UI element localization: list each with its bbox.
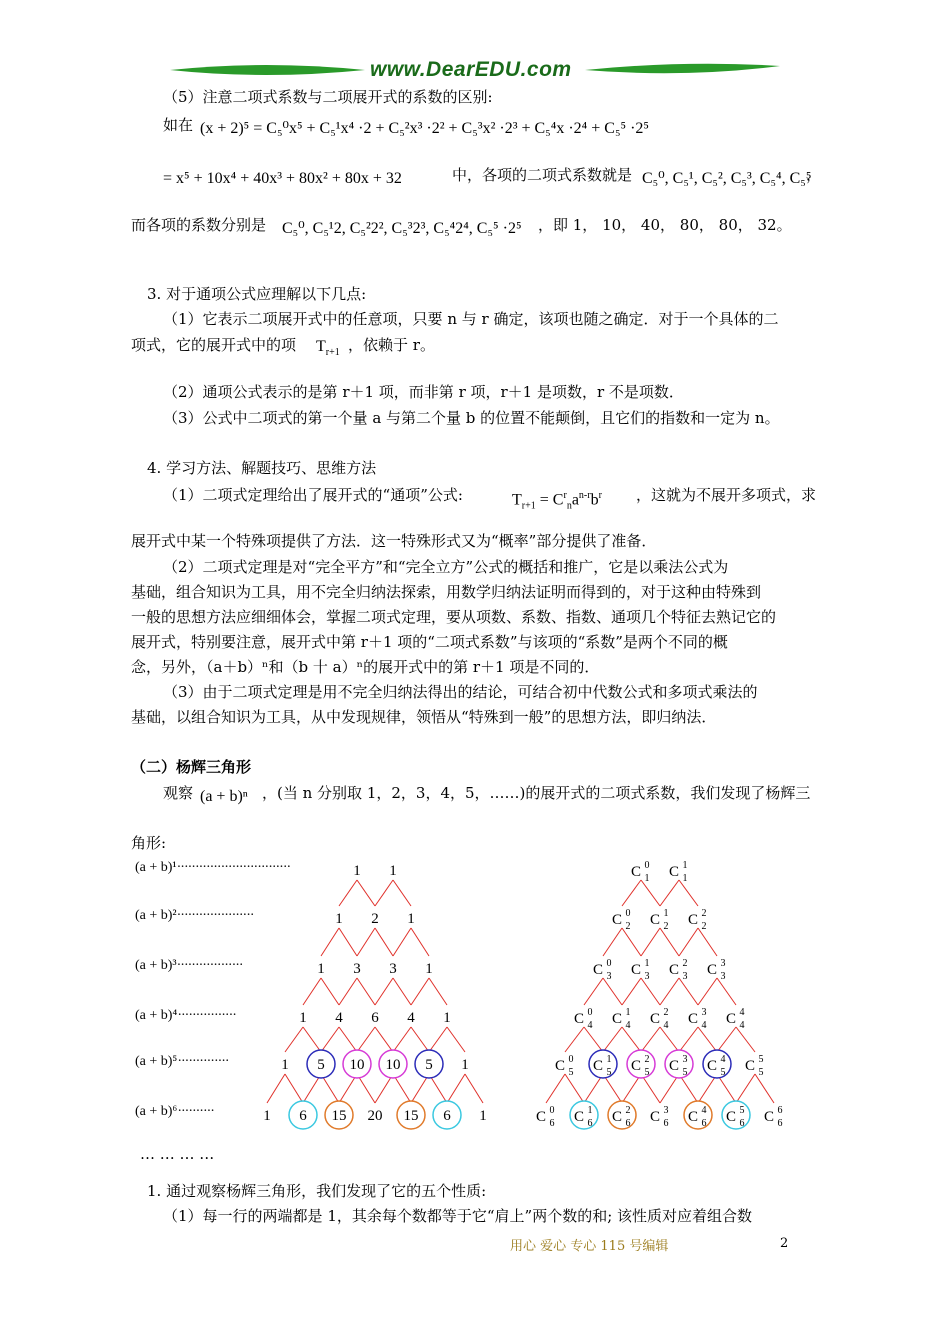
num-edge (465, 1074, 483, 1103)
section4-p3b: 基础，以组合知识为工具，从中发现规律，领悟从“特殊到一般”的思想方法，即归纳法． (131, 708, 717, 726)
triangle-combination: C (630, 864, 642, 880)
c-edge (622, 880, 641, 906)
triangle-number: 1 (479, 1108, 487, 1124)
num-edge (393, 978, 411, 1005)
section3-p1b: 项式，它的展开式中的项 (131, 336, 297, 354)
num-edge (339, 1027, 357, 1052)
num-edge (321, 978, 339, 1005)
num-edge (357, 880, 375, 906)
triangle-combination-sup: 2 (625, 1105, 631, 1116)
num-edge (267, 1074, 285, 1103)
c-edge (660, 978, 679, 1005)
c-edge (622, 978, 641, 1005)
num-edge (339, 978, 357, 1005)
triangle-number: 20 (367, 1108, 383, 1124)
item5-lead: 如在 (163, 116, 194, 134)
c-edge (565, 1074, 584, 1103)
section3-p1c: ，依赖于 r。 (348, 336, 435, 354)
triangle-combination-sub: 5 (568, 1067, 574, 1078)
section3-p2: （2）通项公式表示的是第 r＋1 项，而非第 r 项，r＋1 是项数，r 不是项数． (163, 383, 684, 401)
c-edge (641, 1027, 660, 1052)
c-edge (584, 978, 603, 1005)
section4-p3a: （3）由于二项式定理是用不完全归纳法得出的结论，可结合初中代数公式和多项式乘法的 (163, 683, 758, 701)
triangle-combination-sub: 6 (587, 1118, 593, 1129)
triangle-combination-sub: 6 (625, 1118, 631, 1129)
triangle-combination-sub: 4 (739, 1020, 745, 1031)
item5-coefs: C₅⁰, C₅¹, C₅², C₅³, C₅⁴, C₅⁵ (642, 170, 812, 187)
triangle-combination: C (687, 912, 699, 928)
triangle-number: 3 (389, 961, 397, 977)
triangle-combination: C (611, 1109, 623, 1125)
triangle-combination-sup: 4 (739, 1007, 745, 1018)
num-edge (375, 880, 393, 906)
c-edge (660, 928, 679, 956)
triangle-combination-sup: 1 (644, 958, 650, 969)
c-edge (603, 978, 622, 1005)
num-edge (303, 1027, 321, 1052)
item5-eq2: = x⁵ + 10x⁴ + 40x³ + 80x² + 80x + 32 (163, 170, 402, 187)
triangle-number: 5 (317, 1057, 325, 1073)
triangle-combination-sub: 3 (682, 971, 688, 982)
triangle-number: 6 (299, 1108, 307, 1124)
section-b-intro-b: ，(当 n 分别取 1，2，3，4，5，……)的展开式的二项式系数，我们发现了杨辉三 (262, 784, 811, 802)
triangle-combination-sup: 0 (625, 908, 631, 919)
c-edge (641, 978, 660, 1005)
triangle-combination-sub: 3 (606, 971, 612, 982)
triangle-combination-sup: 3 (701, 1007, 707, 1018)
c-edge (736, 1074, 755, 1103)
num-edge (339, 880, 357, 906)
row-label-2: (a + b)²····················· (135, 908, 254, 923)
num-edge (339, 928, 357, 956)
num-edge (393, 928, 411, 956)
triangle-combination-sub: 4 (701, 1020, 707, 1031)
triangle-combination-sup: 1 (587, 1105, 593, 1116)
triangle-number: 3 (353, 961, 361, 977)
triangle-combination-sub: 3 (720, 971, 726, 982)
c-edge (698, 928, 717, 956)
c-edge (603, 928, 622, 956)
section4-formula: $T_{r+1} = C^r_na^{n-r}b^r$ (512, 490, 602, 512)
section4-p2b: 基础，组合知识为工具，用不完全归纳法探索，用数学归纳法证明而得到的，对于这种由特殊到 (131, 583, 762, 601)
triangle-number: 2 (371, 911, 379, 927)
row-label-6: (a + b)⁶·········· (135, 1104, 214, 1119)
triangle-combination-sub: 2 (701, 921, 707, 932)
triangle-combination-sup: 1 (663, 908, 669, 919)
item5-title: （5）注意二项式系数与二项展开式的系数的区别: (163, 88, 493, 106)
triangle-combination-sub: 1 (644, 873, 650, 884)
triangle-combination-sup: 6 (777, 1105, 783, 1116)
num-edge (411, 978, 429, 1005)
triangle-number: 15 (403, 1108, 419, 1124)
triangle-number: 1 (461, 1057, 469, 1073)
triangle-combination: C (554, 1058, 566, 1074)
triangle-number: 15 (331, 1108, 347, 1124)
triangle-combination-sub: 2 (663, 921, 669, 932)
triangle-number: 1 (353, 863, 361, 879)
triangle-number: 1 (299, 1010, 307, 1026)
triangle-combination-sup: 4 (701, 1105, 707, 1116)
item5-eq1: (x + 2)⁵ = C₅⁰x⁵ + C₅¹x⁴ ·2 + C₅²x³ ·2² + C₅³x² ·2³ + C₅⁴x ·2⁴ + C₅⁵ ·2⁵ (200, 120, 649, 137)
section4-p2d: 展开式，特别要注意，展开式中第 r＋1 项的“二项式系数”与该项的“系数”是两个不同的概 (131, 633, 728, 651)
triangle-combination-sup: 3 (720, 958, 726, 969)
section3-p3: （3）公式中二项式的第一个量 a 与第二个量 b 的位置不能颠倒，且它们的指数和一定为 n。 (163, 409, 780, 427)
c-edge (565, 1027, 584, 1052)
num-edge (447, 1027, 465, 1052)
triangle-combination-sup: 2 (644, 1054, 650, 1065)
combination-triangle (530, 850, 800, 1140)
triangle-number: 1 (335, 911, 343, 927)
triangle-combination-sup: 1 (682, 860, 688, 871)
num-edge (411, 1027, 429, 1052)
num-edge (357, 1027, 375, 1052)
section4-p2c: 一般的思想方法应细细体会，掌握二项式定理，要从项数、系数、指数、通项几个特征去熟记它的 (131, 608, 777, 626)
num-edge (447, 1074, 465, 1103)
section4-p2e: 念，另外，（a＋b）ⁿ和（b 十 a）ⁿ的展开式中的第 r＋1 项是不同的． (131, 658, 600, 676)
triangle-number: 1 (263, 1108, 271, 1124)
item5-tail: ， (806, 166, 822, 184)
triangle-number: 4 (335, 1010, 343, 1026)
triangle-number: 1 (389, 863, 397, 879)
c-edge (641, 928, 660, 956)
section-b-intro-c: 角形: (131, 834, 167, 852)
triangle-number: 1 (317, 961, 325, 977)
triangle-combination: C (573, 1011, 585, 1027)
num-edge (375, 928, 393, 956)
num-edge (321, 1027, 339, 1052)
triangle-number: 4 (407, 1010, 415, 1026)
triangle-number: 1 (281, 1057, 289, 1073)
triangle-number: 10 (385, 1057, 401, 1073)
triangle-combination-sup: 5 (758, 1054, 764, 1065)
section4-p1b: ，这就为不展开多项式，求 (636, 486, 817, 504)
triangle-combination: C (687, 1011, 699, 1027)
row-label-3: (a + b)³·················· (135, 958, 243, 973)
section4-title: 4. 学习方法、解题技巧、思维方法 (147, 459, 377, 477)
triangle-combination-sub: 5 (720, 1067, 726, 1078)
triangle-combination: C (573, 1109, 585, 1125)
row-label-1: (a + b)¹······························· (135, 860, 291, 875)
num-edge (285, 1027, 303, 1052)
c-edge (679, 928, 698, 956)
c-edge (660, 880, 679, 906)
header-site[interactable]: www.DearEDU.com (370, 58, 572, 81)
num-edge (285, 1074, 303, 1103)
triangle-combination: C (725, 1011, 737, 1027)
num-edge (393, 1027, 411, 1052)
footer-text: 用心 爱心 专心 115 号编辑 (510, 1239, 669, 1254)
section3-p1a: （1）它表示二项展开式中的任意项，只要 n 与 r 确定，该项也随之确定．对于一个具体的二 (163, 310, 779, 328)
c-edge (679, 978, 698, 1005)
num-edge (393, 880, 411, 906)
row-label-4: (a + b)⁴················ (135, 1008, 236, 1023)
section-b-title: （二）杨辉三角形 (131, 758, 252, 776)
triangle-number: 10 (349, 1057, 365, 1073)
c-edge (622, 928, 641, 956)
triangle-combination-sub: 6 (739, 1118, 745, 1129)
section3-term: $T_{r+1}$ (316, 338, 340, 359)
number-triangle (260, 850, 510, 1140)
triangle-combination-sub: 6 (777, 1118, 783, 1129)
c-edge (679, 1027, 698, 1052)
triangle-number: 1 (407, 911, 415, 927)
triangle-combination-sup: 0 (644, 860, 650, 871)
triangle-combination-sub: 5 (606, 1067, 612, 1078)
section-c-p2: （1）每一行的两端都是 1，其余每个数都等于它“肩上”两个数的和; 该性质对应着组合数 (163, 1207, 753, 1225)
triangle-combination: C (706, 962, 718, 978)
triangle-combination-sub: 5 (758, 1067, 764, 1078)
section4-p2a: （2）二项式定理是对“完全平方”和“完全立方”公式的概括和推广，它是以乘法公式为 (163, 558, 729, 576)
item5-tail2: ，即 1， 10， 40， 80， 80， 32。 (538, 216, 792, 234)
triangle-combination: C (649, 912, 661, 928)
c-edge (698, 978, 717, 1005)
triangle-combination: C (592, 1058, 604, 1074)
triangle-combination-sup: 0 (606, 958, 612, 969)
triangle-combination-sup: 2 (682, 958, 688, 969)
triangle-combination: C (592, 962, 604, 978)
triangle-combination-sub: 3 (644, 971, 650, 982)
triangle-combination: C (668, 962, 680, 978)
num-edge (357, 928, 375, 956)
item5-coefs2: C₅⁰, C₅¹2, C₅²2², C₅³2³, C₅⁴2⁴, C₅⁵ ·2⁵ (282, 220, 522, 237)
triangle-number: 1 (425, 961, 433, 977)
triangle-combination-sup: 2 (701, 908, 707, 919)
triangle-number: 5 (425, 1057, 433, 1073)
item5-mid: 中，各项的二项式系数就是 (452, 166, 633, 184)
num-edge (375, 1027, 393, 1052)
triangle-combination: C (668, 1058, 680, 1074)
triangle-combination: C (630, 962, 642, 978)
triangle-combination: C (725, 1109, 737, 1125)
triangle-combination: C (706, 1058, 718, 1074)
section-b-intro-a: 观察 (163, 784, 194, 802)
section4-p1c: 展开式中某一个特殊项提供了方法．这一特殊形式又为“概率”部分提供了准备． (131, 532, 657, 550)
num-edge (321, 928, 339, 956)
triangle-combination-sub: 2 (625, 921, 631, 932)
item5-lead2: 而各项的系数分别是 (131, 216, 267, 234)
triangle-combination-sup: 0 (549, 1105, 555, 1116)
triangle-combination-sup: 1 (625, 1007, 631, 1018)
triangle-combination: C (687, 1109, 699, 1125)
triangle-combination-sub: 6 (663, 1118, 669, 1129)
triangle-combination-sup: 0 (568, 1054, 574, 1065)
c-edge (717, 978, 736, 1005)
triangle-combination: C (763, 1109, 775, 1125)
triangle-combination: C (611, 1011, 623, 1027)
c-edge (755, 1074, 774, 1103)
c-edge (546, 1074, 565, 1103)
triangle-combination-sup: 3 (663, 1105, 669, 1116)
triangle-combination-sup: 1 (606, 1054, 612, 1065)
triangle-combination-sup: 3 (682, 1054, 688, 1065)
triangle-number: 6 (443, 1108, 451, 1124)
triangle-combination-sup: 5 (739, 1105, 745, 1116)
triangle-combination: C (668, 864, 680, 880)
triangle-combination: C (535, 1109, 547, 1125)
triangle-combination-sub: 4 (587, 1020, 593, 1031)
c-edge (603, 1027, 622, 1052)
triangle-number: 1 (443, 1010, 451, 1026)
num-edge (429, 1027, 447, 1052)
triangle-combination-sub: 1 (682, 873, 688, 884)
triangle-combination: C (649, 1109, 661, 1125)
num-edge (375, 978, 393, 1005)
triangle-combination: C (630, 1058, 642, 1074)
triangle-combination-sub: 4 (663, 1020, 669, 1031)
triangle-combination-sup: 4 (720, 1054, 726, 1065)
num-edge (411, 928, 429, 956)
triangle-combination: C (744, 1058, 756, 1074)
c-edge (717, 1027, 736, 1052)
section3-title: 3. 对于通项公式应理解以下几点: (147, 285, 367, 303)
triangle-combination: C (611, 912, 623, 928)
num-edge (357, 978, 375, 1005)
num-edge (429, 978, 447, 1005)
triangle-combination: C (649, 1011, 661, 1027)
section-c-p1: 1. 通过观察杨辉三角形，我们发现了它的五个性质: (147, 1182, 487, 1200)
triangle-number: 6 (371, 1010, 379, 1026)
triangle-combination-sup: 2 (663, 1007, 669, 1018)
triangle-combination-sup: 0 (587, 1007, 593, 1018)
triangle-combination-sub: 4 (625, 1020, 631, 1031)
triangle-combination-sub: 6 (549, 1118, 555, 1129)
section4-p1a: （1）二项式定理给出了展开式的“通项”公式: (163, 486, 463, 504)
row-label-5: (a + b)⁵·············· (135, 1054, 229, 1069)
triangle-combination-sub: 6 (701, 1118, 707, 1129)
num-edge (303, 978, 321, 1005)
triangle-combination-sub: 5 (682, 1067, 688, 1078)
section-b-intro-expr: (a + b)ⁿ (200, 788, 248, 805)
triangle-ellipsis: … … … … (140, 1145, 215, 1163)
page-number: 2 (780, 1236, 789, 1251)
triangle-combination-sub: 5 (644, 1067, 650, 1078)
